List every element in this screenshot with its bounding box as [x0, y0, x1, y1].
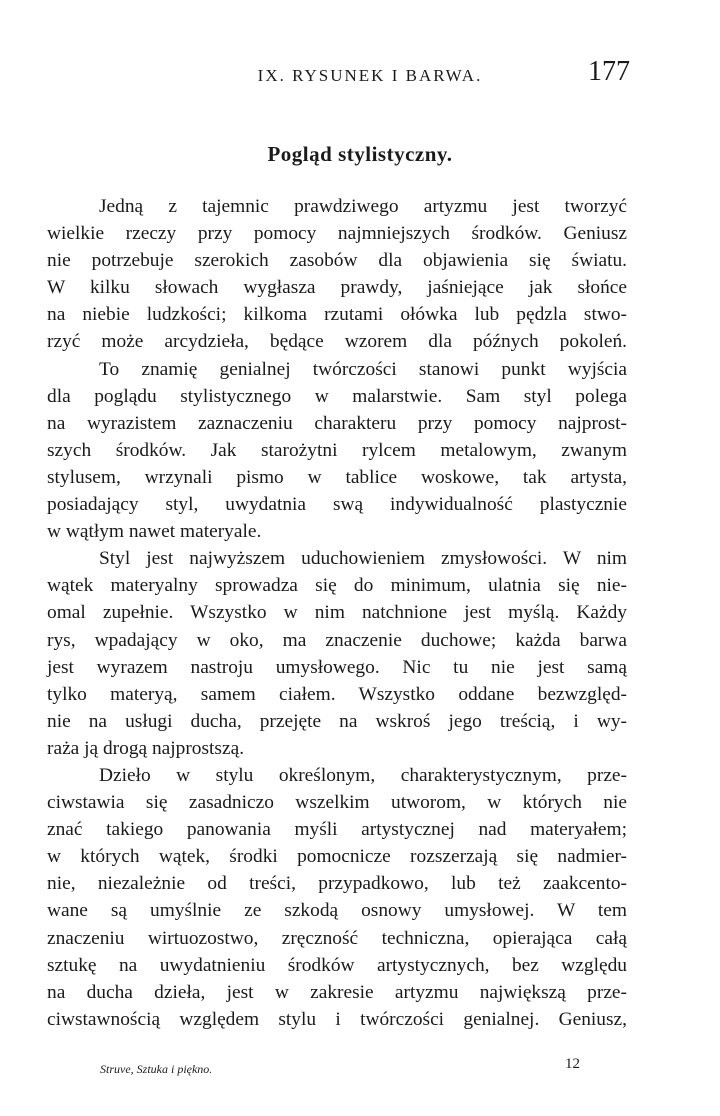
- text-line: wątek materyalny sprowadza się do minimum, ulatnia się nie-: [47, 575, 627, 597]
- text-line: znać takiego panowania myśli artystycznej nad materyałem;: [47, 819, 627, 841]
- text-line: rzyć może arcydzieła, będące wzorem dla późnych pokoleń.: [47, 331, 627, 353]
- text-line: wielkie rzeczy przy pomocy najmniejszych środków. Geniusz: [47, 223, 627, 245]
- text-line: w wątłym nawet materyale.: [47, 521, 262, 543]
- page-number: 177: [588, 56, 630, 87]
- text-line: wane są umyślnie ze szkodą osnowy umysłowej. W tem: [47, 900, 627, 922]
- text-line: tylko materyą, samem ciałem. Wszystko oddane bezwzględ-: [47, 683, 627, 705]
- text-line: na wyrazistem zaznaczeniu charakteru przy pomocy najprost-: [47, 412, 627, 434]
- text-line: ciwstawia się zasadniczo wszelkim utworom, w których nie: [47, 792, 627, 814]
- text-line: znaczeniu wirtuozostwo, zręczność techniczna, opierająca całą: [47, 927, 627, 949]
- section-title: Pogląd stylistyczny.: [267, 142, 453, 166]
- text-line: To znamię genialnej twórczości stanowi punkt wyjścia: [99, 358, 627, 380]
- body-text: [47, 193, 627, 1033]
- text-line: posiadający styl, uwydatnia swą indywidualność plastycznie: [47, 494, 627, 516]
- page-footer: [100, 1056, 580, 1086]
- text-line: nie na usługi ducha, przejęte na wskroś jego treścią, i wy-: [47, 710, 627, 732]
- text-line: raża ją drogą najprostszą.: [47, 737, 245, 759]
- footer-source: Struve, Sztuka i piękno.: [100, 1062, 213, 1076]
- running-head: [40, 56, 680, 96]
- text-line: jest wyrazem nastroju umysłowego. Nic tu nie jest samą: [47, 656, 627, 678]
- text-line: Dzieło w stylu określonym, charakterystycznym, prze-: [99, 764, 627, 786]
- text-line: Styl jest najwyższem uduchowieniem zmysłowości. W nim: [99, 548, 627, 570]
- text-line: nie potrzebuje szerokich zasobów dla objawienia się światu.: [47, 250, 627, 272]
- text-line: omal zupełnie. Wszystko w nim natchnione jest myślą. Każdy: [47, 602, 627, 624]
- text-line: na ducha dzieła, jest w zakresie artyzmu największą prze-: [47, 981, 627, 1003]
- text-line: w których wątek, środki pomocnicze rozszerzają się nadmier-: [47, 846, 627, 868]
- text-line: ciwstawnością względem stylu i twórczości genialnej. Geniusz,: [47, 1008, 627, 1030]
- signature-mark: 12: [565, 1056, 580, 1072]
- text-line: szych środków. Jak starożytni rylcem metalowym, zwanym: [47, 439, 627, 461]
- text-line: dla poglądu stylistycznego w malarstwie. Sam styl polega: [47, 385, 627, 407]
- text-line: na niebie ludzkości; kilkoma rzutami ołówka lub pędzla stwo-: [47, 304, 627, 326]
- text-line: Jedną z tajemnic prawdziwego artyzmu jest tworzyć: [99, 196, 627, 217]
- text-line: stylusem, wrzynali pismo w tablice woskowe, tak artysta,: [47, 466, 627, 488]
- text-line: rys, wpadający w oko, ma znaczenie duchowe; każda barwa: [47, 629, 627, 651]
- text-line: nie, niezależnie od treści, przypadkowo, lub też zaakcento-: [47, 873, 627, 895]
- running-head-title: IX. RYSUNEK I BARWA.: [257, 66, 483, 85]
- text-line: W kilku słowach wygłasza prawdy, jaśniejące jak słońce: [47, 277, 627, 299]
- text-line: sztukę na uwydatnieniu środków artystycznych, bez względu: [47, 954, 627, 976]
